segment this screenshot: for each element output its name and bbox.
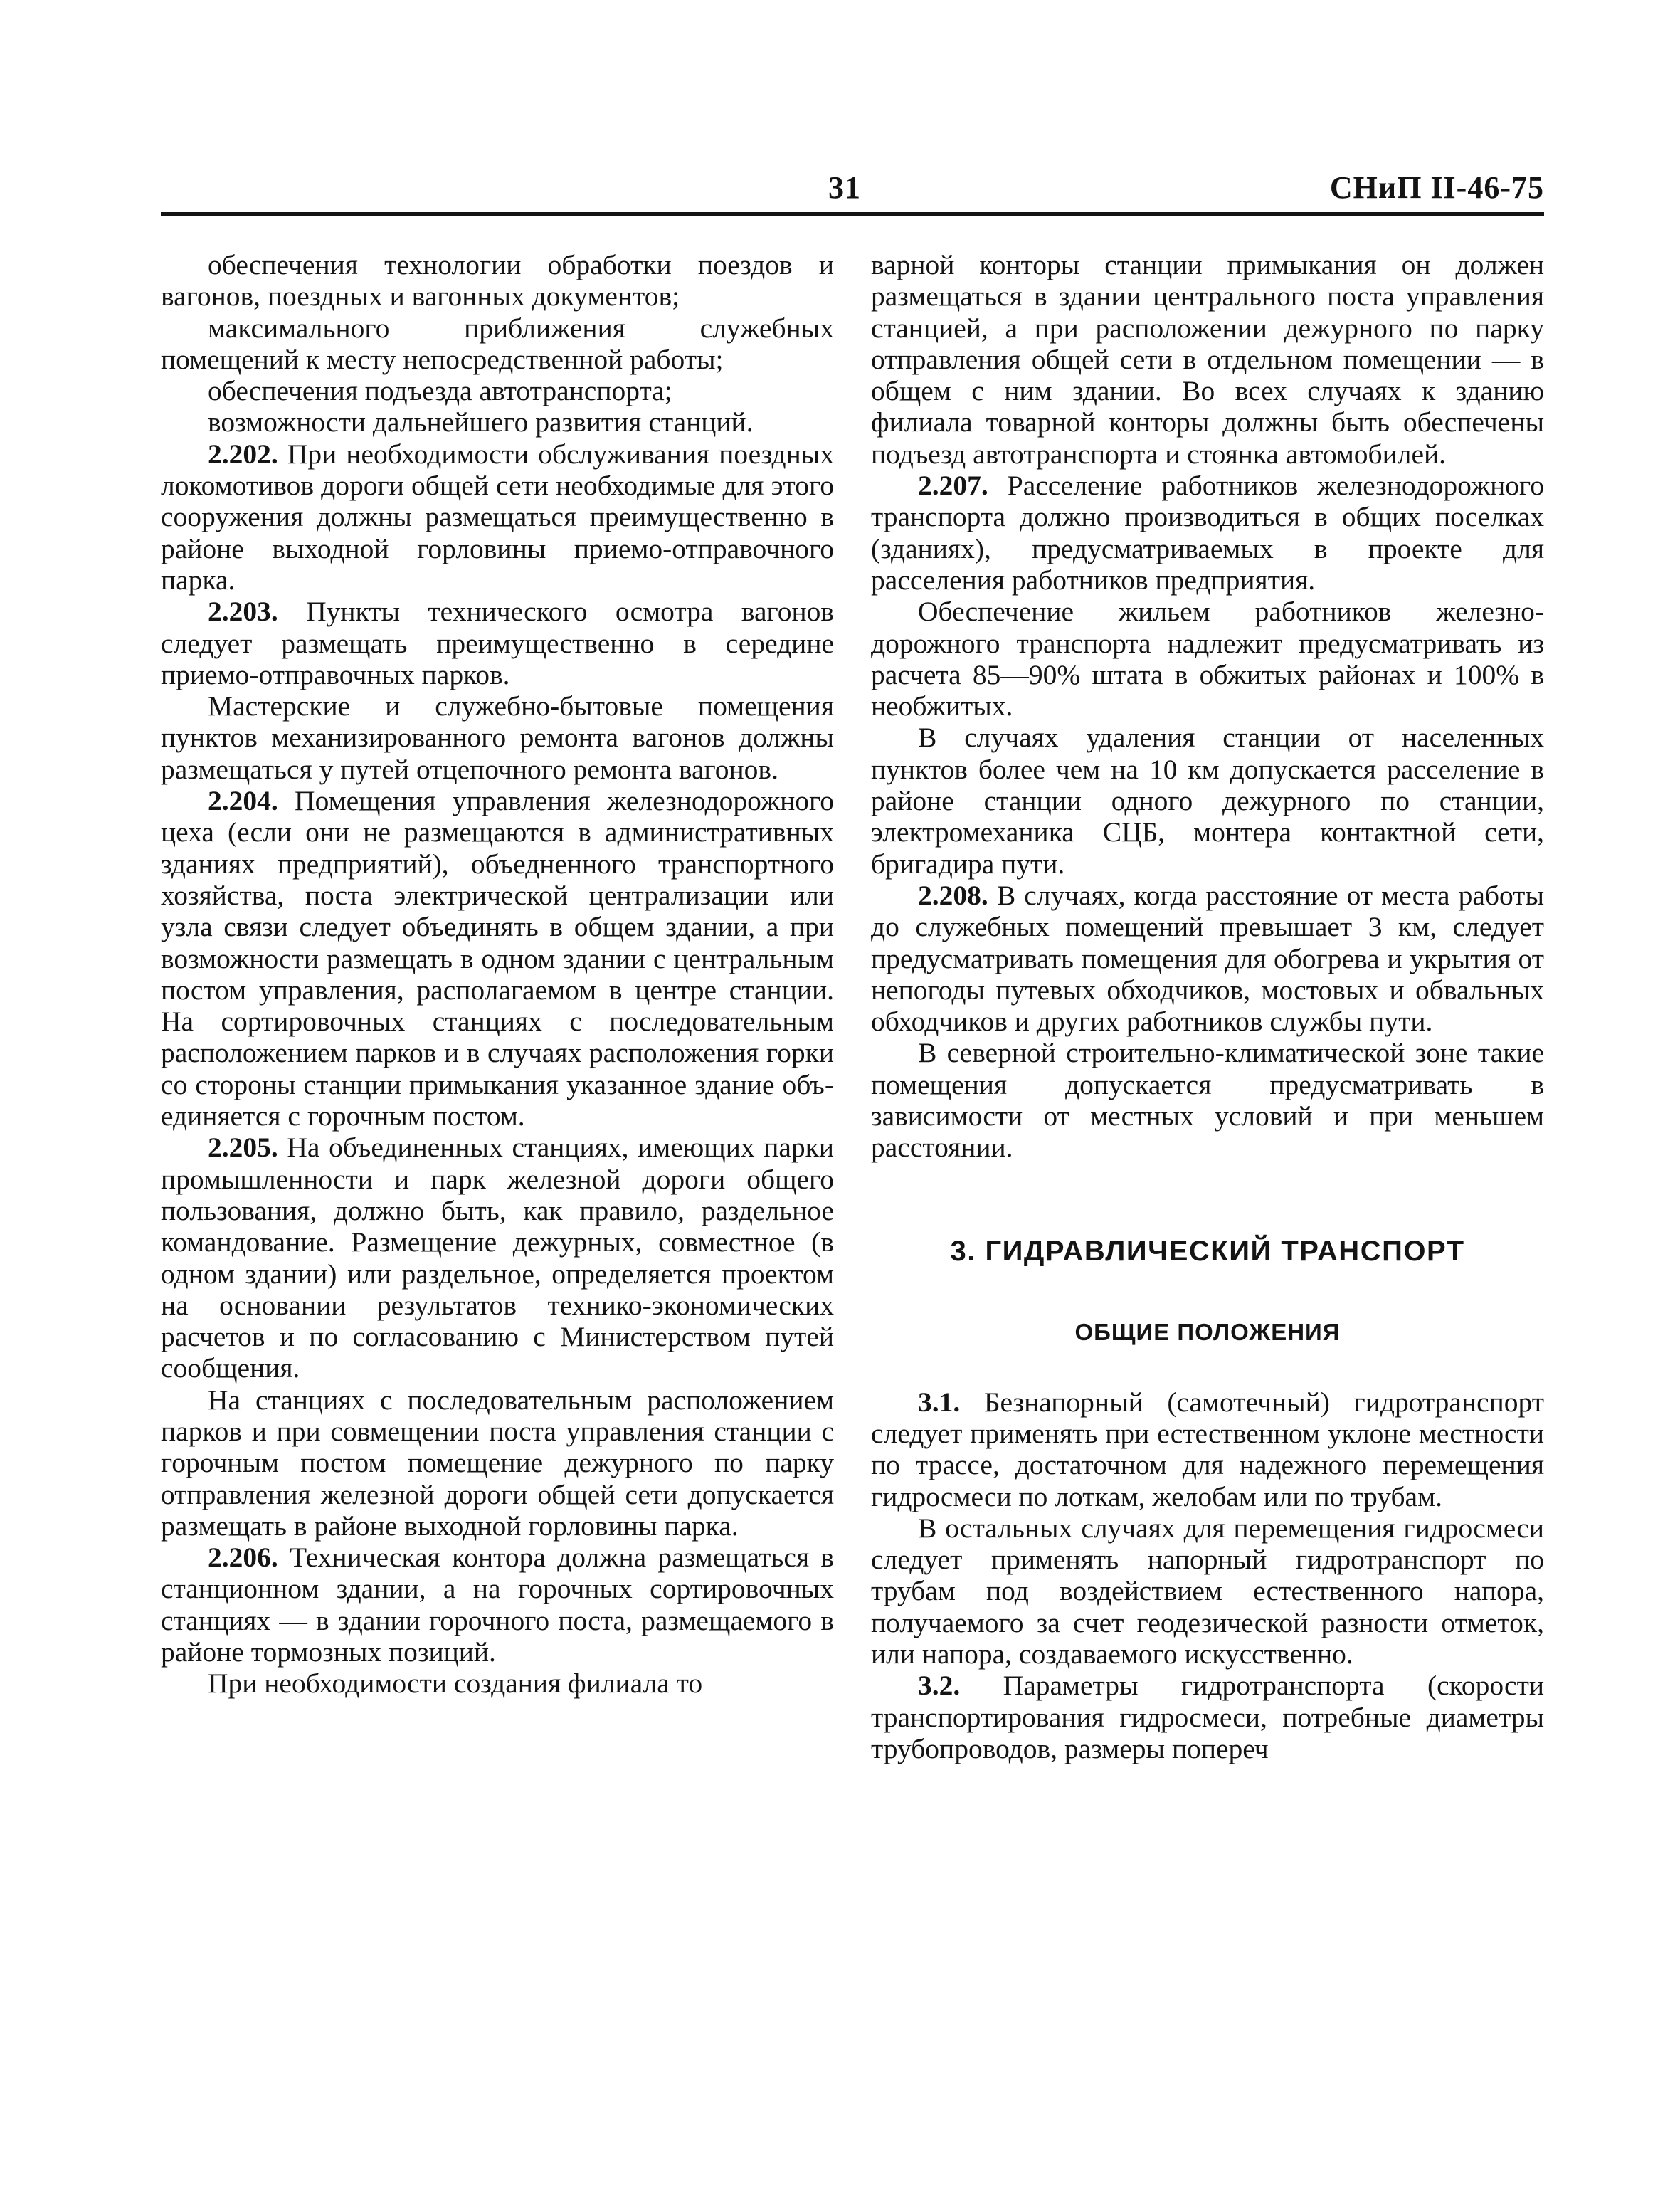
paragraph [161, 785, 834, 1132]
paragraph [871, 1512, 1544, 1670]
clause-number: 2.202. [208, 438, 278, 470]
paragraph-text: В остальных случаях для перемещения гидросмеси следует применять напорный гидротранспорт по трубам под воздействием естественного напора, получаемого за счет геодезической разности отметок, или напора, создаваемого искусственно. [871, 1512, 1544, 1670]
clause-number: 2.206. [208, 1542, 278, 1574]
paragraph [161, 375, 834, 406]
paragraph-text: Мастерские и служебно-бытовые помещения пунктов механизированного ремонта вагонов должны размещаться у путей отцепочного ремонта вагонов. [161, 690, 834, 785]
header-rule [161, 212, 1544, 216]
paragraph [871, 596, 1544, 722]
paragraph [161, 406, 834, 438]
paragraph-text: Расселение работников железнодорожного транспорта должно производиться в общих поселках (зданиях), предусматриваемых в проекте для расселения работников предприятия. [871, 470, 1544, 596]
paragraph [161, 312, 834, 376]
paragraph-text: Параметры гидротранспорта (скорости транспортирования гидросмеси, потребные диаметры трубопроводов, размеры попереч [871, 1670, 1544, 1764]
section-subtitle: ОБЩИЕ ПОЛОЖЕНИЯ [1074, 1318, 1341, 1345]
paragraph [161, 1132, 834, 1384]
paragraph [871, 1037, 1544, 1163]
paragraph-text: В случаях, когда расстояние от места работы до служебных помещений превышает 3 км, следует предусматривать помещения для обогрева и укрытия от непогоды путевых обходчиков, мостовых и обвальных обходчиков и других работников службы пути. [871, 879, 1544, 1038]
paragraph [871, 249, 1544, 470]
paragraph-text: На объединенных станциях, имеющих парки промышленности и парк железной дороги общего пользования, должно быть, как правило, раздельное командование. Размещение дежурных, совместное (в одном здании) или раздельное, определяется проектом на основании результатов технико-экономических расчетов и по согласованию с Министерством путей сообщения. [161, 1132, 834, 1384]
paragraph-text: Пункты технического осмотра вагонов следует размещать преимущественно в середине приемо-отправочных парков. [161, 596, 834, 690]
paragraph [161, 249, 834, 312]
clause-number: 3.2. [918, 1670, 961, 1702]
paragraph [161, 1542, 834, 1668]
paragraph [871, 470, 1544, 596]
left-column [161, 249, 834, 1700]
paragraph-text: Помещения управления железнодорожного цеха (если они не размещаются в административных зданиях предприятий), объедненного транспортного хозяйства, поста электрической централизации или узла связи следует объединять в общем здании, а при возможности размещать в одном здании с центральным постом управления, располагаемом в центре станции. На сортировочных станциях с последовательным расположением парков и в случаях расположения горки со стороны станции примыкания указанное здание объединяется с горочным постом. [161, 785, 834, 1132]
clause-number: 2.207. [918, 470, 988, 502]
paragraph-text: Техническая контора должна размещаться в станционном здании, а на горочных сортировочных станциях — в здании горочного поста, размещаемого в районе тормозных позиций. [161, 1542, 834, 1668]
paragraph [161, 596, 834, 690]
section-title: 3. ГИДРАВЛИЧЕСКИЙ ТРАНСПОРТ [950, 1235, 1465, 1267]
right-column [871, 249, 1544, 1764]
paragraph [871, 1386, 1544, 1512]
clause-number: 2.208. [918, 879, 988, 911]
paragraph-text: При необходимости обслуживания поездных локомотивов дороги общей сети необходимые для этого сооружения должны размещаться преимущественно в районе выходной горловины приемо-отправочного парка. [161, 438, 834, 596]
paragraph-text: возможности дальнейшего развития станций. [208, 406, 754, 438]
paragraph-text: варной конторы станции примыкания он должен размещаться в здании центрального поста управления станцией, а при расположении дежурного по парку отправления общей сети в отдельном помещении — в общем с ним здании. Во всех случаях к зданию филиала товарной конторы должны быть обеспечены подъезд автотранспорта и стоянка автомобилей. [871, 249, 1544, 470]
clause-number: 2.205. [208, 1132, 278, 1164]
paragraph-text: На станциях с последовательным расположением парков и при совмещении поста управления станции с горочным постом помещение дежурного по парку отправления железной дороги общей сети допускается размещать в районе выходной горловины парка. [161, 1384, 834, 1542]
paragraph [871, 1670, 1544, 1764]
right-column-top [871, 249, 1544, 1164]
paragraph-text: При необходимости создания филиала то [208, 1668, 703, 1700]
page-header [161, 165, 1544, 215]
page-number: 31 [828, 170, 861, 205]
right-column-bottom [871, 1386, 1544, 1765]
paragraph-text: Безнапорный (самотечный) гидротранспорт следует применять при естественном уклоне местности по трассе, достаточном для надежного перемещения гидросмеси по лоткам, желобам или по трубам. [871, 1386, 1544, 1512]
paragraph-text: обеспечения подъезда автотранспорта; [208, 375, 672, 407]
paragraph [161, 690, 834, 785]
paragraph-text: В северной строительно-климатической зоне такие помещения допускается предусматривать в зависимости от местных условий и при меньшем расстоянии. [871, 1037, 1544, 1164]
paragraph-text: Обеспечение жильем работников железнодорожного транспорта надлежит предусматривать из расчета 85—90% штата в обжитых районах и 100% в необжитых. [871, 596, 1544, 722]
paragraph-text: обеспечения технологии обработки поездов и вагонов, поездных и вагонных документов; [161, 249, 834, 312]
paragraph [871, 880, 1544, 1037]
clause-number: 3.1. [918, 1386, 961, 1418]
document-code: СНиП II-46-75 [1329, 170, 1544, 205]
paragraph-text: В случаях удаления станции от населенных пунктов более чем на 10 км допускается расселение в районе станции одного дежурного по станции, электромеханика СЦБ, монтера контактной сети, бригадира пути. [871, 722, 1544, 880]
paragraph [161, 438, 834, 596]
clause-number: 2.204. [208, 785, 278, 817]
paragraph-text: максимального приближения служебных помещений к месту непосредственной работы; [161, 312, 834, 375]
paragraph [161, 1384, 834, 1542]
paragraph [871, 722, 1544, 879]
paragraph [161, 1668, 834, 1699]
clause-number: 2.203. [208, 596, 278, 628]
